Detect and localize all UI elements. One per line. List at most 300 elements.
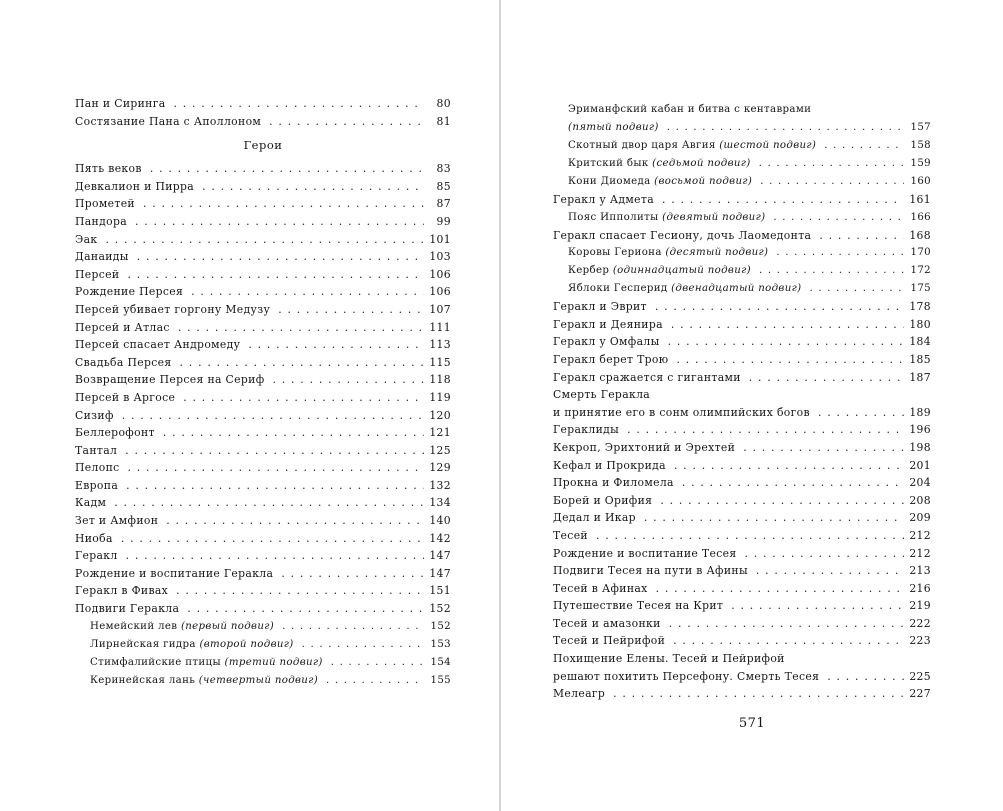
toc-entry-row xyxy=(553,439,931,457)
toc-entry-title xyxy=(90,654,323,672)
toc-entry-row xyxy=(553,668,931,686)
toc-page-number: 158 xyxy=(910,140,931,151)
toc-entry-note: (второй подвиг) xyxy=(199,638,294,650)
toc-entry-title xyxy=(553,597,723,615)
toc-entry-row xyxy=(75,494,451,512)
toc-entry[interactable] xyxy=(553,580,931,598)
toc-entry-title xyxy=(553,439,735,457)
toc-entry-title xyxy=(553,333,660,351)
dot-leader xyxy=(655,298,904,316)
toc-page-number: 219 xyxy=(909,599,931,613)
toc-entry-title-text: Девкалион и Пирра xyxy=(75,179,195,193)
toc-page-number: 212 xyxy=(909,546,931,560)
toc-entry-row xyxy=(75,195,451,213)
right-toc-column xyxy=(553,101,931,703)
dot-leader xyxy=(183,389,424,407)
dot-leader xyxy=(135,213,424,231)
toc-page-number: 120 xyxy=(429,408,451,422)
toc-page-number: 101 xyxy=(429,232,451,246)
dot-leader xyxy=(174,95,424,113)
dot-leader xyxy=(745,545,904,563)
toc-entry-title xyxy=(553,227,811,245)
toc-page-number: 157 xyxy=(910,122,931,133)
dot-leader xyxy=(743,439,904,457)
toc-entry-title-text: Кербер xyxy=(568,265,610,277)
toc-entry-note: (одиннадцатый подвиг) xyxy=(612,265,751,277)
dot-leader xyxy=(827,668,904,686)
toc-entry-row xyxy=(553,562,931,580)
toc-entry[interactable] xyxy=(553,685,931,703)
toc-subentry[interactable] xyxy=(75,654,451,672)
dot-leader xyxy=(326,672,424,690)
toc-entry[interactable] xyxy=(75,407,451,425)
toc-entry[interactable] xyxy=(75,442,451,460)
toc-entry-row xyxy=(75,266,451,284)
toc-entry-title xyxy=(568,173,752,191)
left-toc-column xyxy=(75,95,451,690)
toc-entry-row xyxy=(553,421,931,439)
toc-entry[interactable] xyxy=(75,424,451,442)
toc-entry-title xyxy=(75,195,135,213)
toc-entry-title-text: Геракл и Эврит xyxy=(553,300,647,314)
dot-leader xyxy=(677,351,905,369)
toc-page-number: 159 xyxy=(910,158,931,169)
dot-leader xyxy=(122,407,424,425)
toc-entry-title xyxy=(568,262,751,280)
toc-entry[interactable] xyxy=(75,389,451,407)
dot-leader xyxy=(114,494,424,512)
toc-entry-row xyxy=(75,424,451,442)
toc-entry-title-text: Прокна и Филомела xyxy=(553,476,674,490)
toc-entry[interactable] xyxy=(553,562,931,580)
toc-entry-row xyxy=(553,527,931,545)
toc-entry-title-text: Гераклиды xyxy=(553,423,620,437)
toc-entry-row xyxy=(75,547,451,565)
toc-subentry[interactable] xyxy=(75,672,451,690)
toc-subentry[interactable] xyxy=(553,155,931,173)
toc-entry-row xyxy=(553,191,931,209)
toc-page-number: 204 xyxy=(909,476,931,490)
toc-entry-title xyxy=(90,636,294,654)
toc-entry-title-text: Геракл и Деянира xyxy=(553,317,663,331)
toc-entry-title-text: Рождение Персея xyxy=(75,285,184,299)
toc-entry-title xyxy=(553,668,819,686)
toc-entry-title-text: Геракл у Омфалы xyxy=(553,335,660,349)
toc-page-number: 180 xyxy=(909,317,931,331)
toc-subentry[interactable] xyxy=(75,636,451,654)
dot-leader xyxy=(126,477,424,495)
toc-entry-title-text: Тесей в Афинах xyxy=(553,581,648,595)
toc-entry-title xyxy=(75,336,240,354)
toc-entry-title-text: Геракл у Адмета xyxy=(553,193,654,206)
toc-entry[interactable] xyxy=(553,650,931,685)
toc-entry-note: (пятый подвиг) xyxy=(568,122,659,133)
toc-entry[interactable] xyxy=(553,545,931,563)
toc-subentry[interactable] xyxy=(553,262,931,280)
toc-entry-row xyxy=(553,173,931,191)
toc-entry-note: (шестой подвиг) xyxy=(719,140,817,151)
toc-entry-title-text: Пояс Ипполиты xyxy=(568,211,659,223)
toc-entry-title-text: Тесей и Пейрифой xyxy=(553,634,666,648)
toc-entry-row xyxy=(75,530,451,548)
toc-entry[interactable] xyxy=(75,512,451,530)
toc-page-number: 152 xyxy=(429,602,451,616)
toc-entry-row xyxy=(553,333,931,351)
toc-subentry[interactable] xyxy=(553,209,931,227)
toc-entry-title-text: Стимфалийские птицы xyxy=(90,656,221,668)
toc-entry-title-text: Тесей и амазонки xyxy=(553,616,661,630)
toc-page-number: 160 xyxy=(910,176,931,187)
toc-entry-title-text: Путешествие Тесея на Крит xyxy=(553,599,724,613)
toc-entry[interactable] xyxy=(553,439,931,457)
dot-leader xyxy=(302,636,424,654)
toc-entry-note: (третий подвиг) xyxy=(224,656,323,668)
toc-entry-title-text: Прометей xyxy=(75,197,135,211)
toc-entry-row xyxy=(553,119,931,137)
toc-page-number: 187 xyxy=(909,370,931,384)
toc-entry-title xyxy=(553,457,666,475)
toc-entry-title-text: Геракл сражается с гигантами xyxy=(553,370,741,384)
dot-leader xyxy=(106,231,425,249)
toc-entry-title-text: Пелопс xyxy=(75,461,120,475)
toc-entry-title xyxy=(553,527,588,545)
toc-entry-title-text: Кефал и Прокрида xyxy=(553,458,666,472)
toc-entry-title xyxy=(75,582,168,600)
dot-leader xyxy=(282,618,424,636)
toc-entry-title-text: Пандора xyxy=(75,214,127,228)
toc-entry[interactable] xyxy=(75,283,451,301)
toc-entry[interactable] xyxy=(553,386,931,421)
toc-entry[interactable] xyxy=(553,316,931,334)
toc-entry[interactable] xyxy=(75,213,451,231)
toc-entry[interactable] xyxy=(75,248,451,266)
toc-entry-row xyxy=(75,283,451,301)
toc-entry-row xyxy=(75,407,451,425)
toc-page-number: 103 xyxy=(429,250,451,264)
toc-entry-row xyxy=(75,248,451,266)
toc-entry[interactable] xyxy=(75,494,451,512)
dot-leader xyxy=(127,266,424,284)
toc-entry-title xyxy=(553,615,661,633)
toc-entry-title xyxy=(90,672,318,690)
toc-entry-note: (двенадцатый подвиг) xyxy=(671,283,802,295)
toc-page-number: 121 xyxy=(429,426,451,440)
toc-entry-title-text: Рождение и воспитание Геракла xyxy=(75,566,274,580)
toc-page-number: 151 xyxy=(429,584,451,598)
toc-page-number: 208 xyxy=(909,493,931,507)
toc-entry-note: (седьмой подвиг) xyxy=(652,158,751,169)
toc-entry-title-text: Немейский лев xyxy=(90,620,178,632)
toc-entry-row xyxy=(75,582,451,600)
toc-entry[interactable] xyxy=(75,160,451,178)
toc-entry-title xyxy=(553,474,674,492)
toc-entry-note: (первый подвиг) xyxy=(180,620,275,632)
toc-entry[interactable] xyxy=(553,369,931,387)
toc-entry-title xyxy=(75,547,118,565)
dot-leader xyxy=(281,565,424,583)
toc-entry-row xyxy=(75,354,451,372)
toc-entry-row xyxy=(553,545,931,563)
toc-entry-title-text: Яблоки Гесперид xyxy=(568,283,668,295)
dot-leader xyxy=(166,512,424,530)
toc-entry[interactable] xyxy=(553,632,931,650)
toc-entry-row xyxy=(553,298,931,316)
toc-page-number: 225 xyxy=(909,669,931,683)
toc-entry-title-text: Персей убивает горгону Медузу xyxy=(75,302,271,316)
dot-leader xyxy=(809,280,904,298)
toc-entry[interactable] xyxy=(75,371,451,389)
toc-entry[interactable] xyxy=(553,509,931,527)
dot-leader xyxy=(269,113,424,131)
toc-entry-title-text: Геракл в Фивах xyxy=(75,584,169,598)
toc-entry-title xyxy=(75,95,166,113)
dot-leader xyxy=(662,191,904,209)
toc-subentry[interactable] xyxy=(553,244,931,262)
toc-page-number: 81 xyxy=(436,114,451,128)
toc-entry-title xyxy=(553,632,665,650)
toc-entry-row xyxy=(75,301,451,319)
toc-entry-row xyxy=(75,336,451,354)
toc-entry[interactable] xyxy=(75,95,451,113)
toc-entry-title xyxy=(75,477,118,495)
toc-entry[interactable] xyxy=(553,527,931,545)
toc-entry-title-text: Беллерофонт xyxy=(75,426,155,440)
toc-entry[interactable] xyxy=(75,565,451,583)
toc-entry[interactable] xyxy=(75,195,451,213)
toc-page-number: 115 xyxy=(429,355,451,369)
toc-pre-section xyxy=(75,95,451,130)
toc-page-number: 132 xyxy=(429,478,451,492)
toc-entry-row xyxy=(75,654,451,672)
toc-entry-row xyxy=(553,404,931,422)
dot-leader xyxy=(143,195,424,213)
toc-entry-title xyxy=(75,494,106,512)
dot-leader xyxy=(824,137,904,155)
toc-entry-title-text: и принятие его в сонм олимпийских богов xyxy=(553,405,810,419)
dot-leader xyxy=(674,457,904,475)
toc-entry[interactable] xyxy=(75,530,451,548)
dot-leader xyxy=(759,155,904,173)
toc-entry-title-text: Лирнейская гидра xyxy=(90,638,196,650)
dot-leader xyxy=(627,421,904,439)
dot-leader xyxy=(668,333,904,351)
toc-page-number: 166 xyxy=(910,211,931,223)
toc-entry-title xyxy=(75,160,142,178)
toc-entry-row xyxy=(553,209,931,227)
toc-entry-row xyxy=(75,160,451,178)
dot-leader xyxy=(121,530,424,548)
toc-entry-title xyxy=(75,459,120,477)
toc-entry[interactable] xyxy=(75,354,451,372)
toc-entry-title-text: Персей xyxy=(75,267,120,281)
toc-entry-note: (десятый подвиг) xyxy=(665,247,769,259)
toc-entry-title xyxy=(553,404,810,422)
toc-entry-row xyxy=(75,442,451,460)
toc-hero-entries xyxy=(75,160,451,617)
toc-entry-title-text: Скотный двор царя Авгия xyxy=(568,140,716,151)
toc-entry-row xyxy=(553,137,931,155)
toc-entry-title-text: Подвиги Тесея на пути в Афины xyxy=(553,564,748,578)
toc-entry[interactable] xyxy=(75,113,451,131)
toc-entry-title-line1: Смерть Геракла xyxy=(553,388,651,402)
toc-entry-title-text: Керинейская лань xyxy=(90,674,196,686)
right-page xyxy=(501,0,1003,811)
toc-entry[interactable] xyxy=(553,351,931,369)
toc-entry-title-text: Европа xyxy=(75,478,119,492)
toc-entry-row xyxy=(553,280,931,298)
toc-entry-title-text: Персей спасает Андромеду xyxy=(75,338,241,352)
toc-entry-title xyxy=(75,407,114,425)
toc-entry-title xyxy=(75,231,98,249)
toc-entry-title-text: Тесей xyxy=(553,528,588,542)
toc-entry-title xyxy=(75,354,172,372)
toc-entry-title-text: Свадьба Персея xyxy=(75,355,172,369)
toc-entry-title xyxy=(75,113,261,131)
toc-page-number: 178 xyxy=(909,300,931,314)
toc-entry[interactable] xyxy=(75,266,451,284)
dot-leader xyxy=(818,404,904,422)
toc-page-number: 129 xyxy=(429,461,451,475)
toc-entry-title-text: Кадм xyxy=(75,496,107,510)
toc-entry[interactable] xyxy=(553,191,931,209)
toc-entry[interactable] xyxy=(75,301,451,319)
dot-leader xyxy=(749,369,904,387)
toc-page-number: 99 xyxy=(436,214,451,228)
toc-page-number: 107 xyxy=(429,302,451,316)
toc-entry-title xyxy=(553,298,647,316)
toc-entry-row xyxy=(553,615,931,633)
toc-subentries xyxy=(75,618,451,690)
toc-entry[interactable] xyxy=(75,178,451,196)
toc-entry-title-text: Борей и Орифия xyxy=(553,493,653,507)
toc-entry[interactable] xyxy=(75,231,451,249)
toc-entry[interactable] xyxy=(553,492,931,510)
toc-entry[interactable] xyxy=(75,319,451,337)
toc-page-number: 154 xyxy=(430,656,451,668)
toc-page-number: 106 xyxy=(429,267,451,281)
toc-entry-row xyxy=(553,509,931,527)
toc-entry-title xyxy=(75,389,175,407)
toc-page-number: 87 xyxy=(436,197,451,211)
toc-entry[interactable] xyxy=(75,459,451,477)
toc-entry-title-text: Дедал и Икар xyxy=(553,511,636,525)
toc-subentry[interactable] xyxy=(553,101,931,137)
toc-page-number: 113 xyxy=(429,338,451,352)
toc-entry[interactable] xyxy=(553,333,931,351)
toc-page-number: 142 xyxy=(429,531,451,545)
page-number: 571 xyxy=(738,716,766,731)
toc-entry-row xyxy=(553,262,931,280)
toc-entry-title xyxy=(553,545,737,563)
toc-page-number: 134 xyxy=(429,496,451,510)
toc-entry-title xyxy=(75,371,265,389)
toc-entry[interactable] xyxy=(553,597,931,615)
toc-entry-title-line1: Похищение Елены. Тесей и Пейрифой xyxy=(553,652,785,666)
toc-entry-row xyxy=(75,213,451,231)
dot-leader xyxy=(682,474,904,492)
toc-entry-title-text: Геракл берет Трою xyxy=(553,352,669,366)
toc-entry-row xyxy=(75,113,451,131)
toc-entry-row xyxy=(553,227,931,245)
toc-entry[interactable] xyxy=(75,582,451,600)
toc-entry[interactable] xyxy=(553,474,931,492)
toc-subentry[interactable] xyxy=(553,173,931,191)
toc-entry-note: (девятый подвиг) xyxy=(662,211,766,223)
dot-leader xyxy=(759,262,904,280)
toc-page-number: 118 xyxy=(429,373,451,387)
toc-entry-title xyxy=(75,301,270,319)
toc-entry-title-text: Ниоба xyxy=(75,531,113,545)
toc-page-number: 83 xyxy=(436,162,451,176)
toc-subentry[interactable] xyxy=(553,137,931,155)
toc-entry[interactable] xyxy=(553,421,931,439)
toc-page-number: 125 xyxy=(429,443,451,457)
toc-entry-title-text: Критский бык xyxy=(568,158,649,169)
toc-entry-title-text: Геракл xyxy=(75,549,118,563)
dot-leader xyxy=(673,632,904,650)
toc-entry-title-text: Кони Диомеда xyxy=(568,176,651,187)
toc-subentry[interactable] xyxy=(75,618,451,636)
toc-page-number: 106 xyxy=(429,285,451,299)
toc-entry-title xyxy=(75,565,273,583)
toc-entry-title-text: Мелеагр xyxy=(553,687,606,701)
toc-entry-title xyxy=(75,530,113,548)
dot-leader xyxy=(776,244,904,262)
dot-leader xyxy=(660,492,904,510)
toc-entry[interactable] xyxy=(553,227,931,245)
toc-entry-row xyxy=(75,231,451,249)
dot-leader xyxy=(731,597,904,615)
dot-leader xyxy=(656,580,904,598)
dot-leader xyxy=(180,354,424,372)
toc-entry[interactable] xyxy=(75,336,451,354)
toc-entry-row xyxy=(553,580,931,598)
toc-entry-title xyxy=(553,562,748,580)
toc-entry-row xyxy=(75,178,451,196)
toc-entry-row xyxy=(75,600,451,618)
toc-entry-title-text: решают похитить Персефону. Смерть Тесея xyxy=(553,669,820,683)
toc-entry-title xyxy=(553,191,654,209)
toc-entry[interactable] xyxy=(75,477,451,495)
toc-page-number: 161 xyxy=(909,193,931,206)
toc-entry-title xyxy=(553,492,652,510)
toc-entry[interactable] xyxy=(553,298,931,316)
toc-page-number: 216 xyxy=(909,581,931,595)
toc-entry-title xyxy=(553,509,636,527)
toc-entry[interactable] xyxy=(75,547,451,565)
toc-entry-row xyxy=(553,244,931,262)
toc-page-number: 185 xyxy=(909,352,931,366)
toc-entry-row xyxy=(553,351,931,369)
toc-entry-row xyxy=(553,457,931,475)
left-page xyxy=(0,0,499,811)
toc-entry-row xyxy=(553,474,931,492)
toc-entry-title xyxy=(568,155,751,173)
dot-leader xyxy=(667,119,904,137)
toc-entry-title xyxy=(553,685,605,703)
toc-entry[interactable] xyxy=(75,600,451,618)
toc-page-number: 222 xyxy=(909,616,931,630)
toc-entry-title xyxy=(75,213,127,231)
toc-subentry[interactable] xyxy=(553,280,931,298)
dot-leader xyxy=(819,227,904,245)
toc-entry-row xyxy=(553,597,931,615)
dot-leader xyxy=(273,371,424,389)
toc-entry-title-text: Геракл спасает Гесиону, дочь Лаомедонта xyxy=(553,228,812,242)
toc-entry-title xyxy=(75,248,129,266)
toc-entry[interactable] xyxy=(553,457,931,475)
toc-entry[interactable] xyxy=(553,615,931,633)
